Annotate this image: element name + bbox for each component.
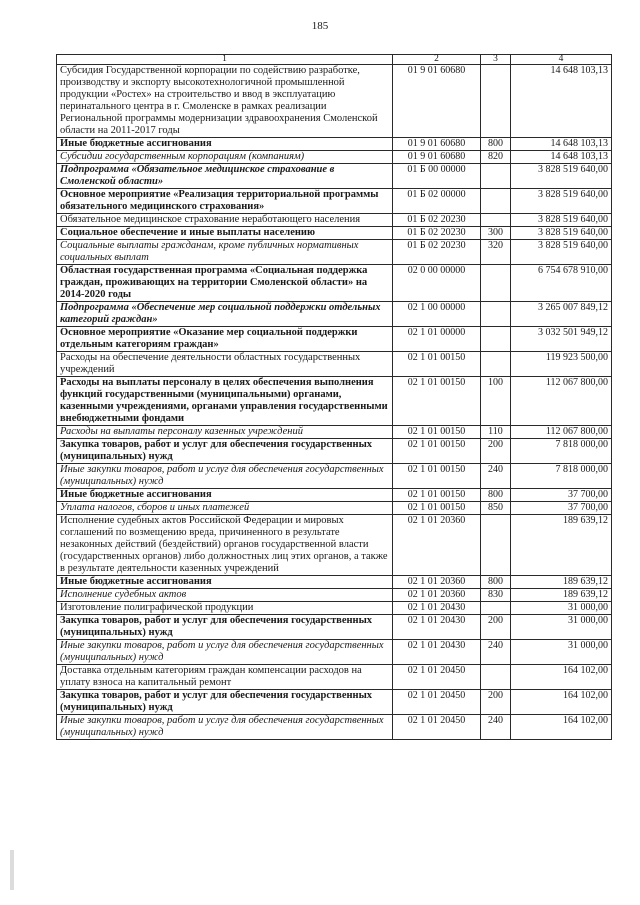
row-amount: 3 032 501 949,12 xyxy=(511,327,612,352)
row-name: Социальные выплаты гражданам, кроме публичных нормативных социальных выплат xyxy=(57,240,393,265)
row-amount: 3 828 519 640,00 xyxy=(511,164,612,189)
row-name: Обязательное медицинское страхование неработающего населения xyxy=(57,214,393,227)
row-expense-type xyxy=(481,352,511,377)
row-expense-type: 800 xyxy=(481,138,511,151)
table-row xyxy=(57,515,612,576)
row-name: Иные закупки товаров, работ и услуг для обеспечения государственных (муниципальных) нужд xyxy=(57,715,393,740)
row-name: Доставка отдельным категориям граждан компенсации расходов на уплату взноса на капитальный ремонт xyxy=(57,665,393,690)
row-name: Основное мероприятие «Реализация территориальной программы обязательного медицинского страхования» xyxy=(57,189,393,214)
row-expense-type: 240 xyxy=(481,715,511,740)
row-target-code: 02 1 01 20360 xyxy=(393,576,481,589)
row-target-code: 02 1 01 20430 xyxy=(393,602,481,615)
row-target-code: 02 1 01 20450 xyxy=(393,715,481,740)
row-expense-type: 200 xyxy=(481,439,511,464)
row-expense-type xyxy=(481,602,511,615)
row-name: Закупка товаров, работ и услуг для обеспечения государственных (муниципальных) нужд xyxy=(57,439,393,464)
row-name: Иные бюджетные ассигнования xyxy=(57,576,393,589)
row-target-code: 02 1 01 20430 xyxy=(393,640,481,665)
column-header-code: 2 xyxy=(393,55,481,65)
table-row xyxy=(57,65,612,138)
table-row xyxy=(57,164,612,189)
column-header-name: 1 xyxy=(57,55,393,65)
row-expense-type: 830 xyxy=(481,589,511,602)
table-row xyxy=(57,189,612,214)
row-amount: 14 648 103,13 xyxy=(511,151,612,164)
row-amount: 164 102,00 xyxy=(511,690,612,715)
table-row xyxy=(57,138,612,151)
table-row xyxy=(57,151,612,164)
page-number: 185 xyxy=(311,20,329,32)
row-target-code: 02 1 01 20360 xyxy=(393,589,481,602)
row-name: Закупка товаров, работ и услуг для обеспечения государственных (муниципальных) нужд xyxy=(57,690,393,715)
row-target-code: 02 1 01 20430 xyxy=(393,615,481,640)
row-amount: 31 000,00 xyxy=(511,640,612,665)
row-amount: 14 648 103,13 xyxy=(511,65,612,138)
table-row xyxy=(57,464,612,489)
row-expense-type xyxy=(481,302,511,327)
row-expense-type: 820 xyxy=(481,151,511,164)
row-target-code: 02 1 01 00150 xyxy=(393,439,481,464)
row-amount: 37 700,00 xyxy=(511,502,612,515)
table-row xyxy=(57,439,612,464)
table-row xyxy=(57,227,612,240)
row-target-code: 01 Б 00 00000 xyxy=(393,164,481,189)
row-expense-type xyxy=(481,214,511,227)
table-row xyxy=(57,240,612,265)
row-name: Изготовление полиграфической продукции xyxy=(57,602,393,615)
row-target-code: 01 9 01 60680 xyxy=(393,65,481,138)
row-amount: 164 102,00 xyxy=(511,665,612,690)
row-name: Подпрограмма «Обеспечение мер социальной поддержки отдельных категорий граждан» xyxy=(57,302,393,327)
row-amount: 112 067 800,00 xyxy=(511,377,612,426)
row-name: Областная государственная программа «Социальная поддержка граждан, проживающих на территории Смоленской области» на 2014-2020 годы xyxy=(57,265,393,302)
row-target-code: 01 Б 02 20230 xyxy=(393,227,481,240)
row-target-code: 02 1 01 00150 xyxy=(393,377,481,426)
row-target-code: 01 Б 02 20230 xyxy=(393,214,481,227)
row-amount: 31 000,00 xyxy=(511,615,612,640)
column-header-sum: 4 xyxy=(511,55,612,65)
row-target-code: 01 9 01 60680 xyxy=(393,151,481,164)
row-amount: 3 265 007 849,12 xyxy=(511,302,612,327)
row-amount: 3 828 519 640,00 xyxy=(511,189,612,214)
row-expense-type: 300 xyxy=(481,227,511,240)
row-amount: 164 102,00 xyxy=(511,715,612,740)
row-target-code: 02 1 01 00150 xyxy=(393,426,481,439)
row-expense-type xyxy=(481,189,511,214)
row-expense-type: 200 xyxy=(481,615,511,640)
table-row xyxy=(57,615,612,640)
row-target-code: 01 Б 02 00000 xyxy=(393,189,481,214)
row-name: Исполнение судебных актов Российской Федерации и мировых соглашений по возмещению вреда, причиненного в результате незаконных действий (бездействий) органов государственной власти (государственных органов) либо должностных лиц этих органов, а также в результате деятельности казенных учреждений xyxy=(57,515,393,576)
row-expense-type xyxy=(481,65,511,138)
row-amount: 189 639,12 xyxy=(511,589,612,602)
row-name: Субсидия Государственной корпорации по содействию разработке, производству и экспорту высокотехнологичной промышленной продукции «Ростех» на строительство и ввод в эксплуатацию перинатального центра в г. Смоленске в рамках реализации Региональной программы модернизации здравоохранения Смоленской области на 2011-2017 годы xyxy=(57,65,393,138)
table-row xyxy=(57,665,612,690)
row-expense-type xyxy=(481,265,511,302)
row-expense-type xyxy=(481,164,511,189)
row-expense-type xyxy=(481,665,511,690)
row-name: Основное мероприятие «Оказание мер социальной поддержки отдельным категориям граждан» xyxy=(57,327,393,352)
table-row xyxy=(57,377,612,426)
row-amount: 189 639,12 xyxy=(511,576,612,589)
row-expense-type: 800 xyxy=(481,489,511,502)
row-target-code: 02 1 00 00000 xyxy=(393,302,481,327)
row-expense-type: 110 xyxy=(481,426,511,439)
row-name: Расходы на выплаты персоналу казенных учреждений xyxy=(57,426,393,439)
row-name: Иные бюджетные ассигнования xyxy=(57,138,393,151)
table-row xyxy=(57,690,612,715)
row-name: Иные закупки товаров, работ и услуг для обеспечения государственных (муниципальных) нужд xyxy=(57,640,393,665)
row-amount: 119 923 500,00 xyxy=(511,352,612,377)
row-name: Расходы на выплаты персоналу в целях обеспечения выполнения функций государственными (муниципальными) органами, казенными учреждениями, органами управления государственными внебюджетными фондами xyxy=(57,377,393,426)
row-amount: 37 700,00 xyxy=(511,489,612,502)
table-row xyxy=(57,352,612,377)
row-amount: 189 639,12 xyxy=(511,515,612,576)
row-target-code: 02 1 01 20450 xyxy=(393,690,481,715)
row-expense-type: 240 xyxy=(481,640,511,665)
budget-table xyxy=(56,54,612,740)
row-amount: 112 067 800,00 xyxy=(511,426,612,439)
row-target-code: 02 0 00 00000 xyxy=(393,265,481,302)
table-row xyxy=(57,489,612,502)
column-header-type: 3 xyxy=(481,55,511,65)
table-row xyxy=(57,602,612,615)
row-expense-type: 800 xyxy=(481,576,511,589)
row-name: Уплата налогов, сборов и иных платежей xyxy=(57,502,393,515)
row-amount: 3 828 519 640,00 xyxy=(511,227,612,240)
row-amount: 6 754 678 910,00 xyxy=(511,265,612,302)
row-amount: 3 828 519 640,00 xyxy=(511,240,612,265)
scan-artifact xyxy=(10,850,14,890)
table-row xyxy=(57,715,612,740)
row-target-code: 02 1 01 00150 xyxy=(393,352,481,377)
table-row xyxy=(57,214,612,227)
row-amount: 7 818 000,00 xyxy=(511,439,612,464)
row-target-code: 02 1 01 20360 xyxy=(393,515,481,576)
table-row xyxy=(57,502,612,515)
row-expense-type xyxy=(481,327,511,352)
row-target-code: 02 1 01 00000 xyxy=(393,327,481,352)
row-name: Социальное обеспечение и иные выплаты населению xyxy=(57,227,393,240)
row-target-code: 01 Б 02 20230 xyxy=(393,240,481,265)
row-target-code: 01 9 01 60680 xyxy=(393,138,481,151)
row-expense-type: 850 xyxy=(481,502,511,515)
row-target-code: 02 1 01 00150 xyxy=(393,502,481,515)
table-row xyxy=(57,640,612,665)
table-row xyxy=(57,265,612,302)
row-name: Иные бюджетные ассигнования xyxy=(57,489,393,502)
table-row xyxy=(57,327,612,352)
row-amount: 14 648 103,13 xyxy=(511,138,612,151)
row-name: Закупка товаров, работ и услуг для обеспечения государственных (муниципальных) нужд xyxy=(57,615,393,640)
row-amount: 7 818 000,00 xyxy=(511,464,612,489)
table-row xyxy=(57,302,612,327)
row-expense-type: 240 xyxy=(481,464,511,489)
row-amount: 3 828 519 640,00 xyxy=(511,214,612,227)
row-target-code: 02 1 01 00150 xyxy=(393,464,481,489)
row-expense-type: 100 xyxy=(481,377,511,426)
row-name: Расходы на обеспечение деятельности областных государственных учреждений xyxy=(57,352,393,377)
row-expense-type xyxy=(481,515,511,576)
row-name: Исполнение судебных актов xyxy=(57,589,393,602)
row-name: Субсидии государственным корпорациям (компаниям) xyxy=(57,151,393,164)
row-name: Иные закупки товаров, работ и услуг для обеспечения государственных (муниципальных) нужд xyxy=(57,464,393,489)
table-row xyxy=(57,426,612,439)
row-name: Подпрограмма «Обязательное медицинское страхование в Смоленской области» xyxy=(57,164,393,189)
row-target-code: 02 1 01 00150 xyxy=(393,489,481,502)
table-header-row xyxy=(57,55,612,65)
row-target-code: 02 1 01 20450 xyxy=(393,665,481,690)
table-row xyxy=(57,576,612,589)
row-expense-type: 200 xyxy=(481,690,511,715)
table-row xyxy=(57,589,612,602)
row-expense-type: 320 xyxy=(481,240,511,265)
row-amount: 31 000,00 xyxy=(511,602,612,615)
